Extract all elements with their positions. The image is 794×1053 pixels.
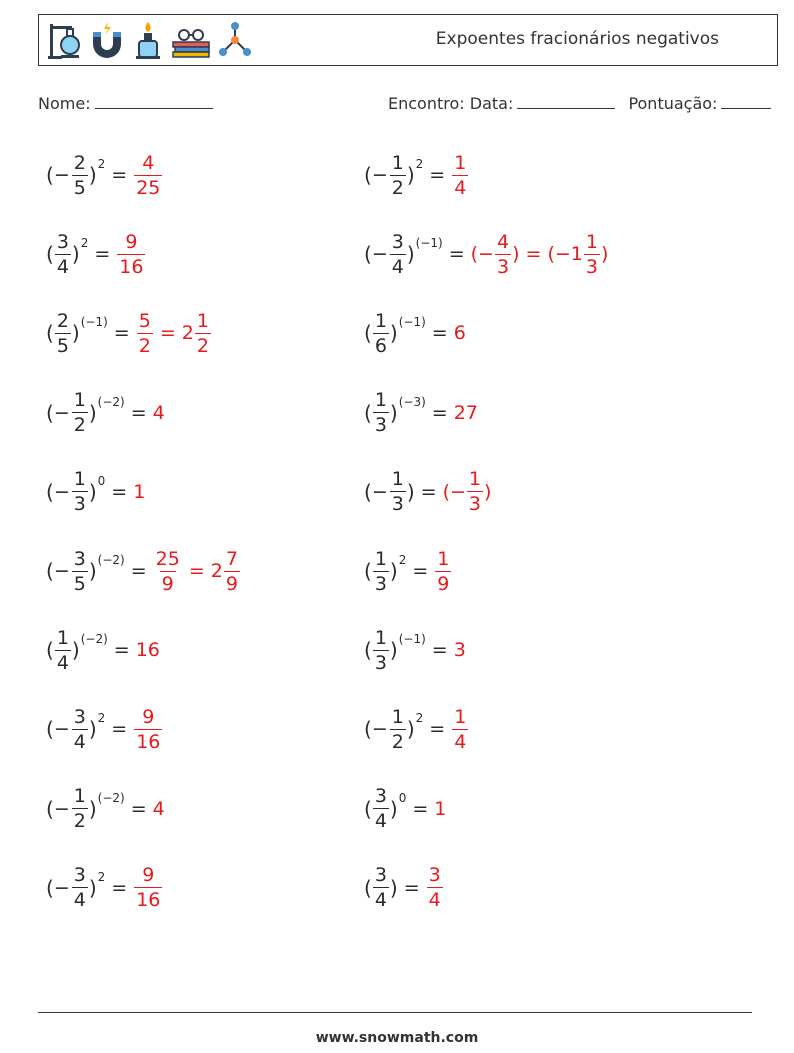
close-paren: ) xyxy=(71,242,80,267)
close-paren: ) xyxy=(389,400,398,425)
name-label: Nome: xyxy=(38,94,91,113)
close-paren: ) xyxy=(71,638,80,663)
answer xyxy=(116,230,146,279)
problem-item xyxy=(364,145,469,205)
denominator: 6 xyxy=(374,334,387,357)
open-paren: ( xyxy=(46,875,54,900)
answer xyxy=(133,151,163,200)
numerator: 1 xyxy=(56,626,69,649)
equals-sign: = xyxy=(111,480,128,503)
problem-item xyxy=(364,541,452,601)
denominator: 3 xyxy=(374,651,387,674)
answer-text: = 2 xyxy=(182,560,223,582)
minus-sign: − xyxy=(371,480,388,503)
denominator: 3 xyxy=(496,255,510,278)
answer xyxy=(434,547,452,596)
exponent: 2 xyxy=(97,869,106,884)
denominator: 3 xyxy=(374,414,387,437)
answer-fraction xyxy=(195,309,211,358)
denominator: 4 xyxy=(454,730,467,753)
base-fraction xyxy=(390,467,406,516)
numerator: 1 xyxy=(437,547,450,570)
numerator: 7 xyxy=(225,547,238,570)
denominator: 4 xyxy=(73,889,86,912)
numerator: 3 xyxy=(428,864,441,887)
numerator: 9 xyxy=(142,705,155,728)
exponent: 0 xyxy=(97,473,106,488)
numerator: 1 xyxy=(374,547,387,570)
exponent: (−1) xyxy=(80,315,108,330)
numerator: 1 xyxy=(391,705,404,728)
numerator: 1 xyxy=(391,468,404,491)
page-title: Expoentes fracionários negativos xyxy=(435,29,719,49)
close-paren: ) xyxy=(389,559,398,583)
ring-stand-flask-icon xyxy=(47,20,83,60)
denominator: 2 xyxy=(73,414,86,437)
answer-text: 6 xyxy=(453,322,466,345)
numerator: 4 xyxy=(496,230,510,253)
open-paren: ( xyxy=(46,321,54,346)
answer-text: 1 xyxy=(133,480,146,503)
minus-sign: − xyxy=(53,876,70,899)
exponent: (−2) xyxy=(80,632,108,647)
answer xyxy=(136,639,160,661)
exponent: 2 xyxy=(415,157,424,171)
numerator: 4 xyxy=(142,151,155,174)
answer xyxy=(153,798,165,820)
base-fraction xyxy=(373,863,389,912)
close-paren: ) xyxy=(389,638,398,663)
answer xyxy=(451,151,469,200)
equals-sign: = xyxy=(420,480,437,503)
answer xyxy=(454,639,466,661)
equals-sign: = xyxy=(412,797,429,820)
close-paren: ) xyxy=(88,559,97,583)
exponent: (−1) xyxy=(398,632,426,647)
denominator: 9 xyxy=(225,572,238,595)
equals-sign: = xyxy=(429,718,446,741)
numerator: 2 xyxy=(56,309,69,332)
denominator: 9 xyxy=(437,572,450,595)
problem-item xyxy=(46,462,145,522)
answer-fraction xyxy=(467,467,483,516)
name-field[interactable] xyxy=(95,94,213,109)
equals-sign: = xyxy=(431,401,448,424)
problem-item xyxy=(46,620,160,680)
answer xyxy=(133,705,163,754)
equals-sign: = xyxy=(130,401,147,424)
answer xyxy=(153,547,241,596)
denominator: 16 xyxy=(119,255,144,278)
equals-sign: = xyxy=(113,322,130,345)
base-fraction xyxy=(72,784,88,833)
problem-item xyxy=(364,620,466,680)
answer xyxy=(471,230,609,279)
equals-sign: = xyxy=(429,164,446,186)
answer xyxy=(133,481,145,503)
problem-item xyxy=(364,303,466,363)
equals-sign: = xyxy=(412,560,429,582)
answer-fraction xyxy=(134,863,162,912)
equals-sign: = xyxy=(403,876,420,899)
numerator: 3 xyxy=(73,547,86,570)
denominator: 5 xyxy=(73,176,86,199)
minus-sign: − xyxy=(53,718,70,741)
close-paren: ) xyxy=(389,875,398,900)
encounter-label: Encontro: xyxy=(388,94,465,113)
base-fraction xyxy=(390,151,406,200)
answer xyxy=(153,402,165,424)
equals-sign: = xyxy=(448,243,465,266)
answer-fraction xyxy=(134,151,162,200)
problem-item xyxy=(46,145,163,205)
denominator: 4 xyxy=(391,255,404,278)
minus-sign: − xyxy=(371,243,388,266)
exponent: (−1) xyxy=(415,236,443,251)
exponent: 2 xyxy=(97,157,106,171)
equals-sign: = xyxy=(130,797,147,820)
denominator: 4 xyxy=(374,810,387,833)
denominator: 3 xyxy=(391,493,404,516)
numerator: 1 xyxy=(391,151,404,174)
answer-fraction xyxy=(452,705,468,754)
magnet-icon xyxy=(89,20,125,60)
answer-fraction xyxy=(117,230,145,279)
answer-text: ) xyxy=(601,243,609,266)
answer-fraction xyxy=(452,151,468,200)
goggles-books-icon xyxy=(171,20,211,60)
problem-item xyxy=(364,858,444,918)
close-paren: ) xyxy=(88,717,97,742)
minus-sign: − xyxy=(53,480,70,503)
open-paren: ( xyxy=(364,400,372,425)
numerator: 1 xyxy=(73,468,86,491)
numerator: 3 xyxy=(73,705,86,728)
numerator: 9 xyxy=(125,230,138,253)
base-fraction xyxy=(55,309,71,358)
minus-sign: − xyxy=(53,164,70,186)
answer-text: ) = (−1 xyxy=(512,243,583,266)
denominator: 4 xyxy=(374,889,387,912)
problem-item xyxy=(46,541,241,601)
bunsen-burner-icon xyxy=(131,20,165,60)
open-paren: ( xyxy=(364,796,372,821)
answer-fraction xyxy=(224,547,240,596)
equals-sign: = xyxy=(431,322,448,345)
numerator: 3 xyxy=(56,230,69,253)
denominator: 3 xyxy=(374,572,387,595)
date-label: Data: xyxy=(469,94,514,113)
close-paren: ) xyxy=(88,163,97,187)
date-field[interactable] xyxy=(517,94,615,109)
exponent: 2 xyxy=(97,711,106,726)
open-paren: ( xyxy=(364,242,372,267)
denominator: 4 xyxy=(73,730,86,753)
problem-item xyxy=(46,699,163,759)
base-fraction xyxy=(72,547,88,596)
answer-text: 27 xyxy=(453,401,478,424)
numerator: 1 xyxy=(73,785,86,808)
close-paren: ) xyxy=(71,321,80,346)
name-line xyxy=(38,94,213,113)
equals-sign: = xyxy=(111,718,128,741)
score-field[interactable] xyxy=(721,94,771,109)
denominator: 2 xyxy=(391,730,404,753)
problem-item xyxy=(364,462,491,522)
problem-item xyxy=(46,779,165,839)
denominator: 4 xyxy=(428,889,441,912)
numerator: 3 xyxy=(374,864,387,887)
minus-sign: − xyxy=(53,401,70,424)
open-paren: ( xyxy=(364,875,372,900)
base-fraction xyxy=(390,705,406,754)
numerator: 1 xyxy=(374,389,387,412)
open-paren: ( xyxy=(364,717,372,742)
denominator: 4 xyxy=(56,651,69,674)
header-box xyxy=(38,14,778,66)
base-fraction xyxy=(72,467,88,516)
base-fraction xyxy=(373,309,389,358)
base-fraction xyxy=(373,626,389,675)
problem-item xyxy=(364,699,469,759)
base-fraction xyxy=(72,388,88,437)
open-paren: ( xyxy=(46,717,54,742)
exponent: (−2) xyxy=(97,790,125,805)
exponent: (−2) xyxy=(97,394,125,409)
answer-fraction xyxy=(584,230,600,279)
numerator: 1 xyxy=(196,309,209,332)
answer-fraction xyxy=(495,230,511,279)
exponent: 2 xyxy=(398,553,407,567)
problem-item xyxy=(364,779,446,839)
answer-text: 3 xyxy=(453,639,466,662)
problem-item xyxy=(364,224,608,284)
answer xyxy=(443,467,492,516)
numerator: 1 xyxy=(374,309,387,332)
open-paren: ( xyxy=(364,479,372,504)
numerator: 1 xyxy=(454,151,467,174)
problem-item xyxy=(46,303,212,363)
close-paren: ) xyxy=(389,796,398,821)
denominator: 5 xyxy=(56,334,69,357)
close-paren: ) xyxy=(389,321,398,346)
answer-fraction xyxy=(134,705,162,754)
base-fraction xyxy=(72,705,88,754)
answer xyxy=(136,309,212,358)
answer-text: (− xyxy=(442,480,466,503)
base-fraction xyxy=(390,230,406,279)
open-paren: ( xyxy=(46,479,54,504)
equals-sign: = xyxy=(431,639,448,662)
footer-url: www.snowmath.com xyxy=(315,1030,479,1046)
answer-text: (− xyxy=(470,243,494,266)
answer-fraction xyxy=(137,309,153,358)
numerator: 9 xyxy=(142,864,155,887)
equals-sign: = xyxy=(111,164,128,186)
numerator: 1 xyxy=(374,626,387,649)
numerator: 3 xyxy=(374,785,387,808)
answer xyxy=(426,863,444,912)
open-paren: ( xyxy=(364,638,372,663)
denominator: 25 xyxy=(136,176,161,199)
answer-text: 1 xyxy=(434,797,447,820)
numerator: 1 xyxy=(454,705,467,728)
exponent: (−2) xyxy=(97,553,125,567)
open-paren: ( xyxy=(46,796,54,821)
answer xyxy=(454,402,478,424)
base-fraction xyxy=(55,230,71,279)
open-paren: ( xyxy=(364,163,372,187)
denominator: 4 xyxy=(454,176,467,199)
exponent: (−1) xyxy=(398,315,426,330)
denominator: 16 xyxy=(136,730,161,753)
open-paren: ( xyxy=(46,242,54,267)
answer xyxy=(451,705,469,754)
minus-sign: − xyxy=(371,164,388,186)
answer-text: = 2 xyxy=(153,322,194,345)
molecule-icon xyxy=(217,20,253,60)
close-paren: ) xyxy=(88,400,97,425)
equals-sign: = xyxy=(130,560,147,582)
denominator: 3 xyxy=(73,493,86,516)
answer-fraction xyxy=(427,863,443,912)
denominator: 2 xyxy=(138,334,151,357)
numerator: 5 xyxy=(138,309,151,332)
equals-sign: = xyxy=(111,876,128,899)
numerator: 1 xyxy=(73,389,86,412)
answer xyxy=(454,322,466,344)
denominator: 2 xyxy=(196,334,209,357)
exponent: 2 xyxy=(80,236,89,251)
numerator: 3 xyxy=(73,864,86,887)
exponent: (−3) xyxy=(398,394,426,409)
close-paren: ) xyxy=(406,163,415,187)
denominator: 3 xyxy=(585,255,598,278)
numerator: 2 xyxy=(73,151,86,174)
denominator: 16 xyxy=(136,889,161,912)
denominator: 5 xyxy=(73,572,86,595)
numerator: 1 xyxy=(468,468,481,491)
equals-sign: = xyxy=(94,243,111,266)
numerator: 1 xyxy=(585,230,598,253)
base-fraction xyxy=(373,784,389,833)
close-paren: ) xyxy=(88,875,97,900)
base-fraction xyxy=(373,388,389,437)
answer-text: ) xyxy=(484,480,492,503)
equals-sign: = xyxy=(113,639,130,662)
open-paren: ( xyxy=(46,559,54,583)
answer xyxy=(434,798,446,820)
answer-text: 4 xyxy=(152,797,165,820)
denominator: 3 xyxy=(468,493,481,516)
numerator: 25 xyxy=(155,547,180,570)
close-paren: ) xyxy=(406,242,415,267)
open-paren: ( xyxy=(46,400,54,425)
minus-sign: − xyxy=(53,797,70,820)
header-icons xyxy=(47,20,253,60)
answer-text: 16 xyxy=(135,639,160,662)
numerator: 3 xyxy=(391,230,404,253)
close-paren: ) xyxy=(406,479,415,504)
answer-fraction xyxy=(435,547,451,596)
answer-text: 4 xyxy=(152,401,165,424)
denominator: 9 xyxy=(161,572,174,595)
base-fraction xyxy=(72,151,88,200)
problem-item xyxy=(46,383,165,443)
denominator: 2 xyxy=(391,176,404,199)
problem-item xyxy=(46,224,146,284)
open-paren: ( xyxy=(46,638,54,663)
minus-sign: − xyxy=(371,718,388,741)
exponent: 0 xyxy=(398,790,407,805)
denominator: 4 xyxy=(56,255,69,278)
close-paren: ) xyxy=(406,717,415,742)
close-paren: ) xyxy=(88,796,97,821)
denominator: 2 xyxy=(73,810,86,833)
footer-divider xyxy=(38,1012,752,1013)
minus-sign: − xyxy=(53,560,70,582)
encounter-line xyxy=(388,94,771,113)
open-paren: ( xyxy=(364,321,372,346)
base-fraction xyxy=(55,626,71,675)
exponent: 2 xyxy=(415,711,424,726)
open-paren: ( xyxy=(364,559,372,583)
problem-item xyxy=(364,383,478,443)
problem-item xyxy=(46,858,163,918)
base-fraction xyxy=(373,547,389,596)
open-paren: ( xyxy=(46,163,54,187)
close-paren: ) xyxy=(88,479,97,504)
answer xyxy=(133,863,163,912)
answer-fraction xyxy=(154,547,182,596)
base-fraction xyxy=(72,863,88,912)
score-label: Pontuação: xyxy=(628,94,718,113)
